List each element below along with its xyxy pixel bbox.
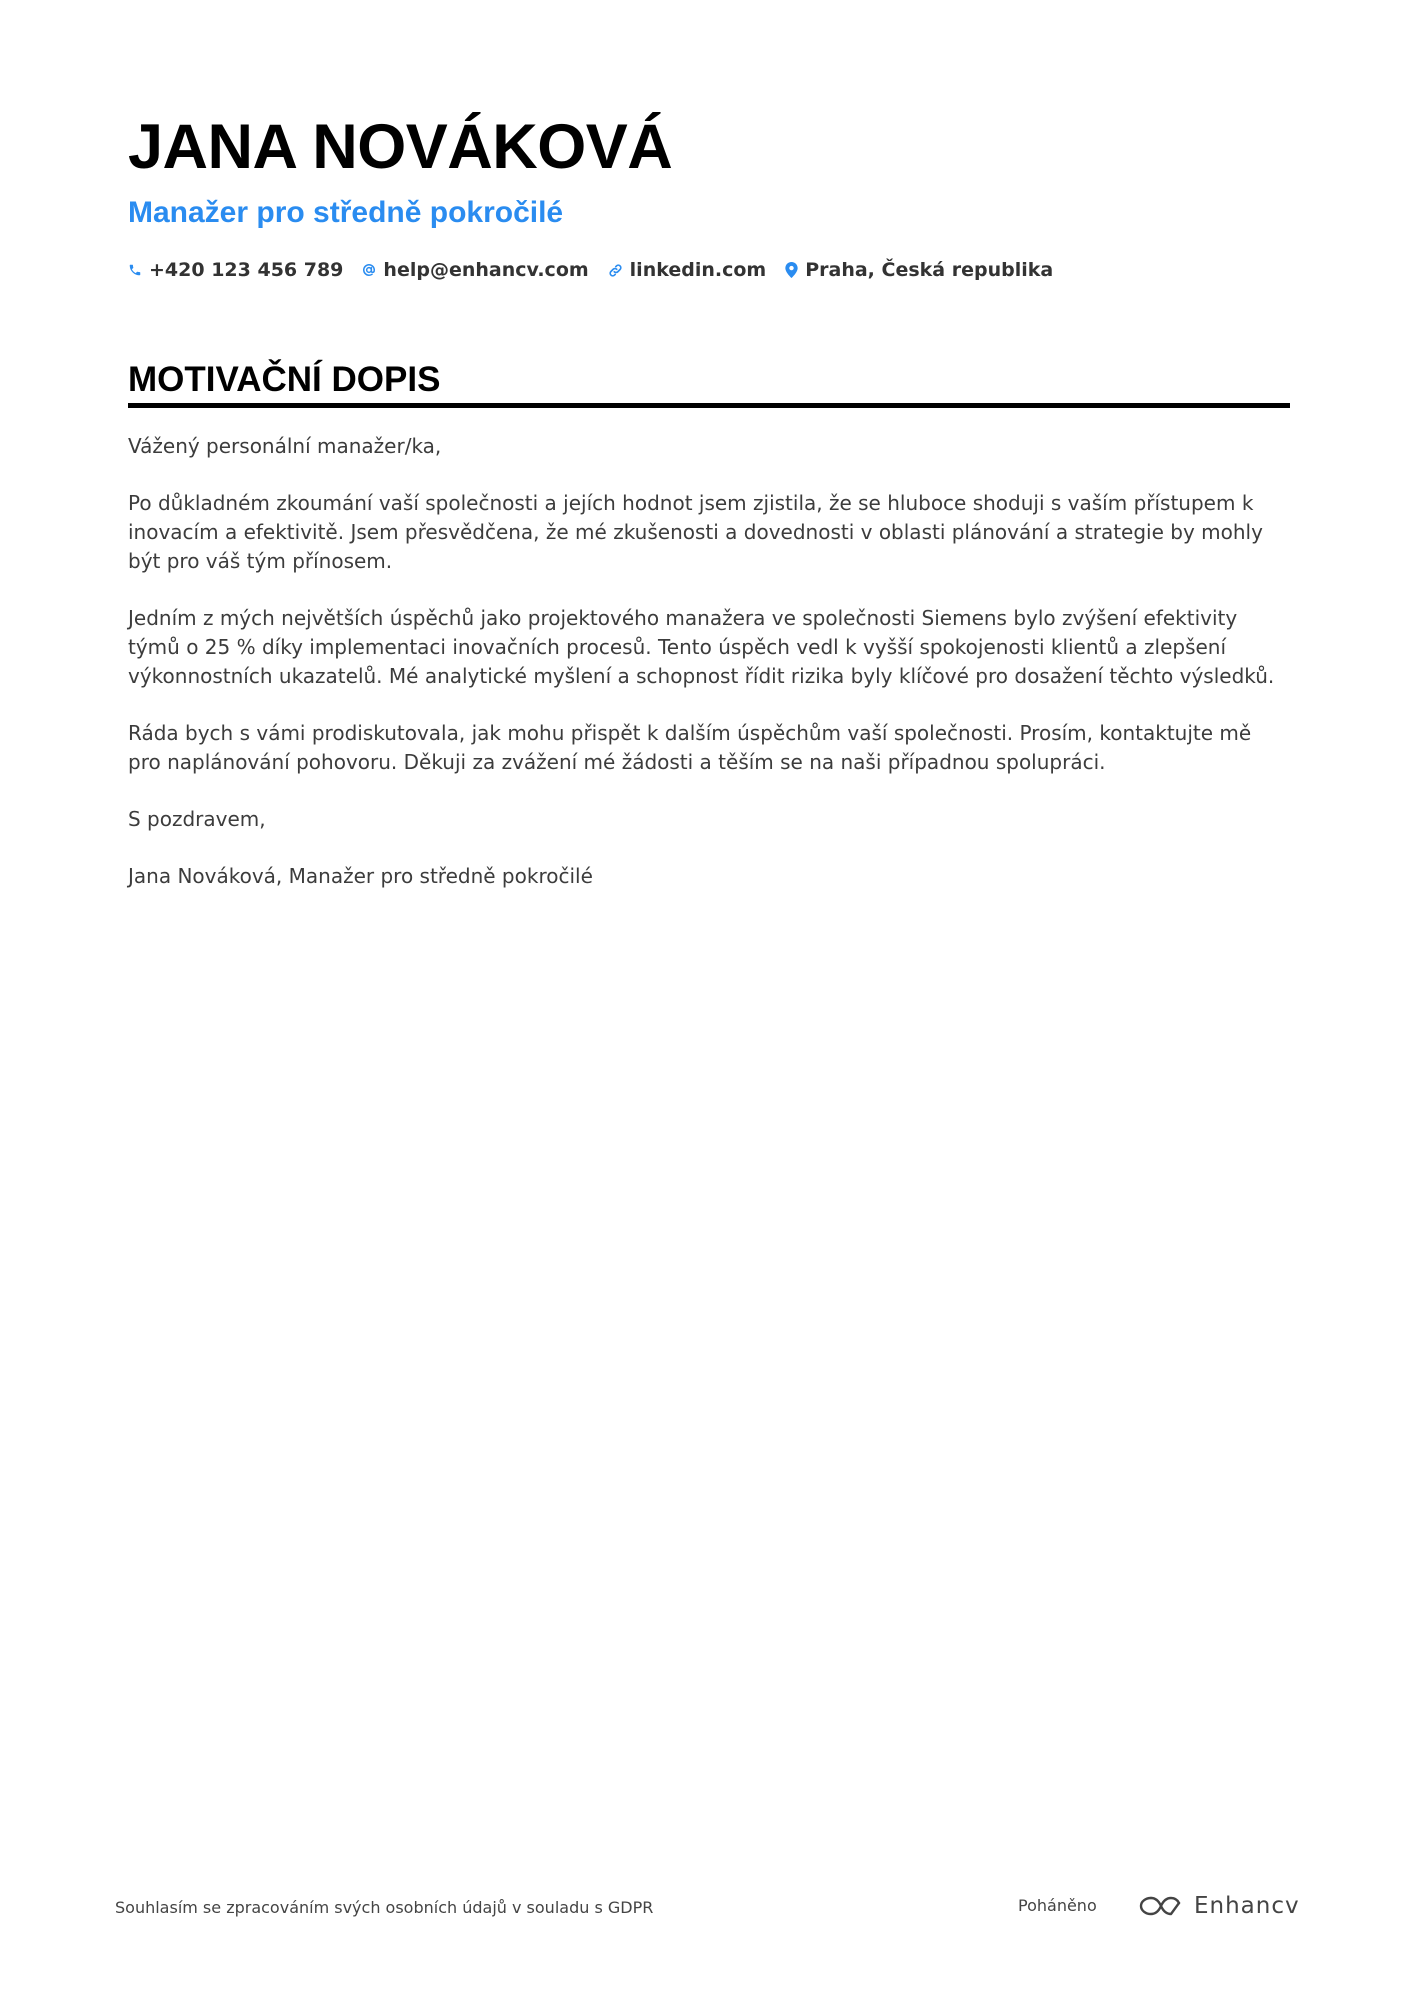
letter-body	[128, 432, 1290, 891]
phone-icon	[128, 263, 142, 277]
page-footer	[115, 1890, 1300, 1926]
letter-signature: Jana Nováková, Manažer pro středně pokročilé	[128, 864, 593, 888]
cover-letter-page	[128, 105, 1290, 919]
link-icon	[608, 263, 623, 278]
contact-bar	[128, 255, 1290, 285]
gdpr-consent-text: Souhlasím se zpracováním svých osobních údajů v souladu s GDPR	[115, 1898, 654, 1917]
contact-phone-text: +420 123 456 789	[149, 259, 344, 281]
letter-paragraph: Ráda bych s vámi prodiskutovala, jak mohu přispět k dalším úspěchům vaší společnosti. Prosím, kontaktujte mě pro naplánování pohovoru. Děkuji za zvážení mé žádosti a těším se na naši případnou spolupráci.	[128, 721, 1252, 774]
enhancv-logo[interactable]	[1138, 1890, 1300, 1922]
contact-location-text: Praha, Česká republika	[805, 259, 1054, 281]
contact-email[interactable]	[362, 259, 588, 281]
contact-linkedin[interactable]	[608, 259, 767, 281]
contact-phone[interactable]	[128, 259, 343, 281]
location-pin-icon	[785, 262, 798, 278]
contact-location	[785, 259, 1053, 281]
enhancv-logo-icon	[1138, 1894, 1184, 1918]
letter-closing: S pozdravem,	[128, 807, 266, 831]
enhancv-brand-name: Enhancv	[1194, 1893, 1300, 1919]
powered-by-label: Poháněno	[1018, 1896, 1097, 1915]
contact-email-text: help@enhancv.com	[383, 259, 589, 281]
contact-linkedin-text: linkedin.com	[629, 259, 767, 281]
section-title: MOTIVAČNÍ DOPIS	[128, 360, 441, 399]
letter-paragraph: Jedním z mých největších úspěchů jako projektového manažera ve společnosti Siemens bylo zvýšení efektivity týmů o 25 % díky implementaci inovačních procesů. Tento úspěch vedl k vyšší spokojenosti klientů a zlepšení výkonnostních ukazatelů. Mé analytické myšlení a schopnost řídit rizika byly klíčové pro dosažení těchto výsledků.	[128, 606, 1275, 688]
letter-paragraph: Po důkladném zkoumání vaší společnosti a jejích hodnot jsem zjistila, že se hluboce shoduji s vaším přístupem k inovacím a efektivitě. Jsem přesvědčena, že mé zkušenosti a dovednosti v oblasti plánování a strategie by mohly být pro váš tým přínosem.	[128, 491, 1263, 573]
at-icon	[362, 263, 376, 277]
letter-salutation: Vážený personální manažer/ka,	[128, 434, 442, 458]
candidate-name: JANA NOVÁKOVÁ	[128, 112, 673, 182]
section-divider	[128, 403, 1290, 408]
candidate-role: Manažer pro středně pokročilé	[128, 196, 564, 229]
